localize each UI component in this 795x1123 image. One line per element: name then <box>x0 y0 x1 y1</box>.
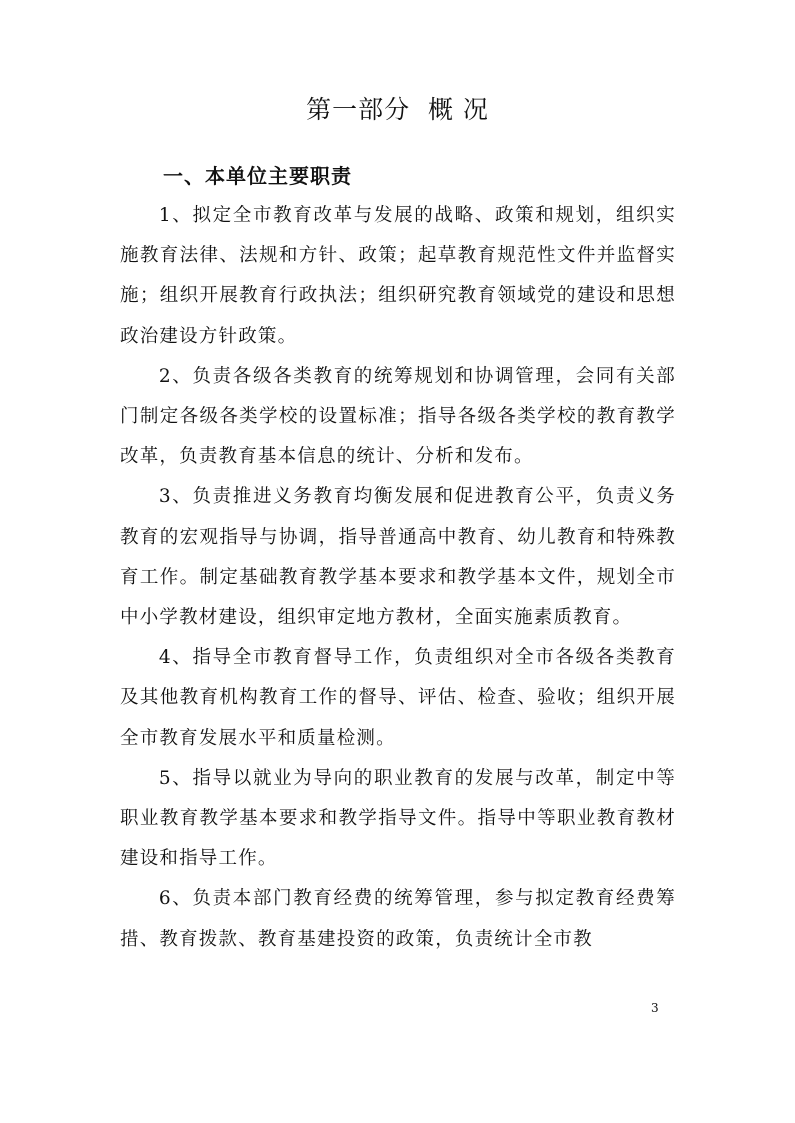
section-heading: 一、本单位主要职责 <box>163 164 352 188</box>
paragraph-6: 6、负责本部门教育经费的统筹管理，参与拟定教育经费筹措、教育拨款、教育基建投资的政策，负责统计全市教 <box>120 888 676 950</box>
page-title: 第一部分 概 况 <box>306 95 489 124</box>
paragraph-5: 5、指导以就业为导向的职业教育的发展与改革，制定中等职业教育教学基本要求和教学指导文件。指导中等职业教育教材建设和指导工作。 <box>120 767 676 870</box>
body-text <box>120 196 676 960</box>
paragraph-4: 4、指导全市教育督导工作，负责组织对全市各级各类教育及其他教育机构教育工作的督导、评估、检查、验收；组织开展全市教育发展水平和质量检测。 <box>120 647 676 749</box>
paragraph-1: 1、拟定全市教育改革与发展的战略、政策和规划，组织实施教育法律、法规和方针、政策；起草教育规范性文件并监督实施；组织开展教育行政执法；组织研究教育领域党的建设和思想政治建设方针政策。 <box>120 205 676 347</box>
page-number: 3 <box>651 1001 659 1015</box>
paragraph-3: 3、负责推进义务教育均衡发展和促进教育公平，负责义务教育的宏观指导与协调，指导普通高中教育、幼儿教育和特殊教育工作。制定基础教育教学基本要求和教学基本文件，规划全市中小学教材建设，组织审定地方教材，全面实施素质教育。 <box>120 486 676 629</box>
paragraph-2: 2、负责各级各类教育的统筹规划和协调管理，会同有关部门制定各级各类学校的设置标准；指导各级各类学校的教育教学改革，负责教育基本信息的统计、分析和发布。 <box>120 365 676 468</box>
